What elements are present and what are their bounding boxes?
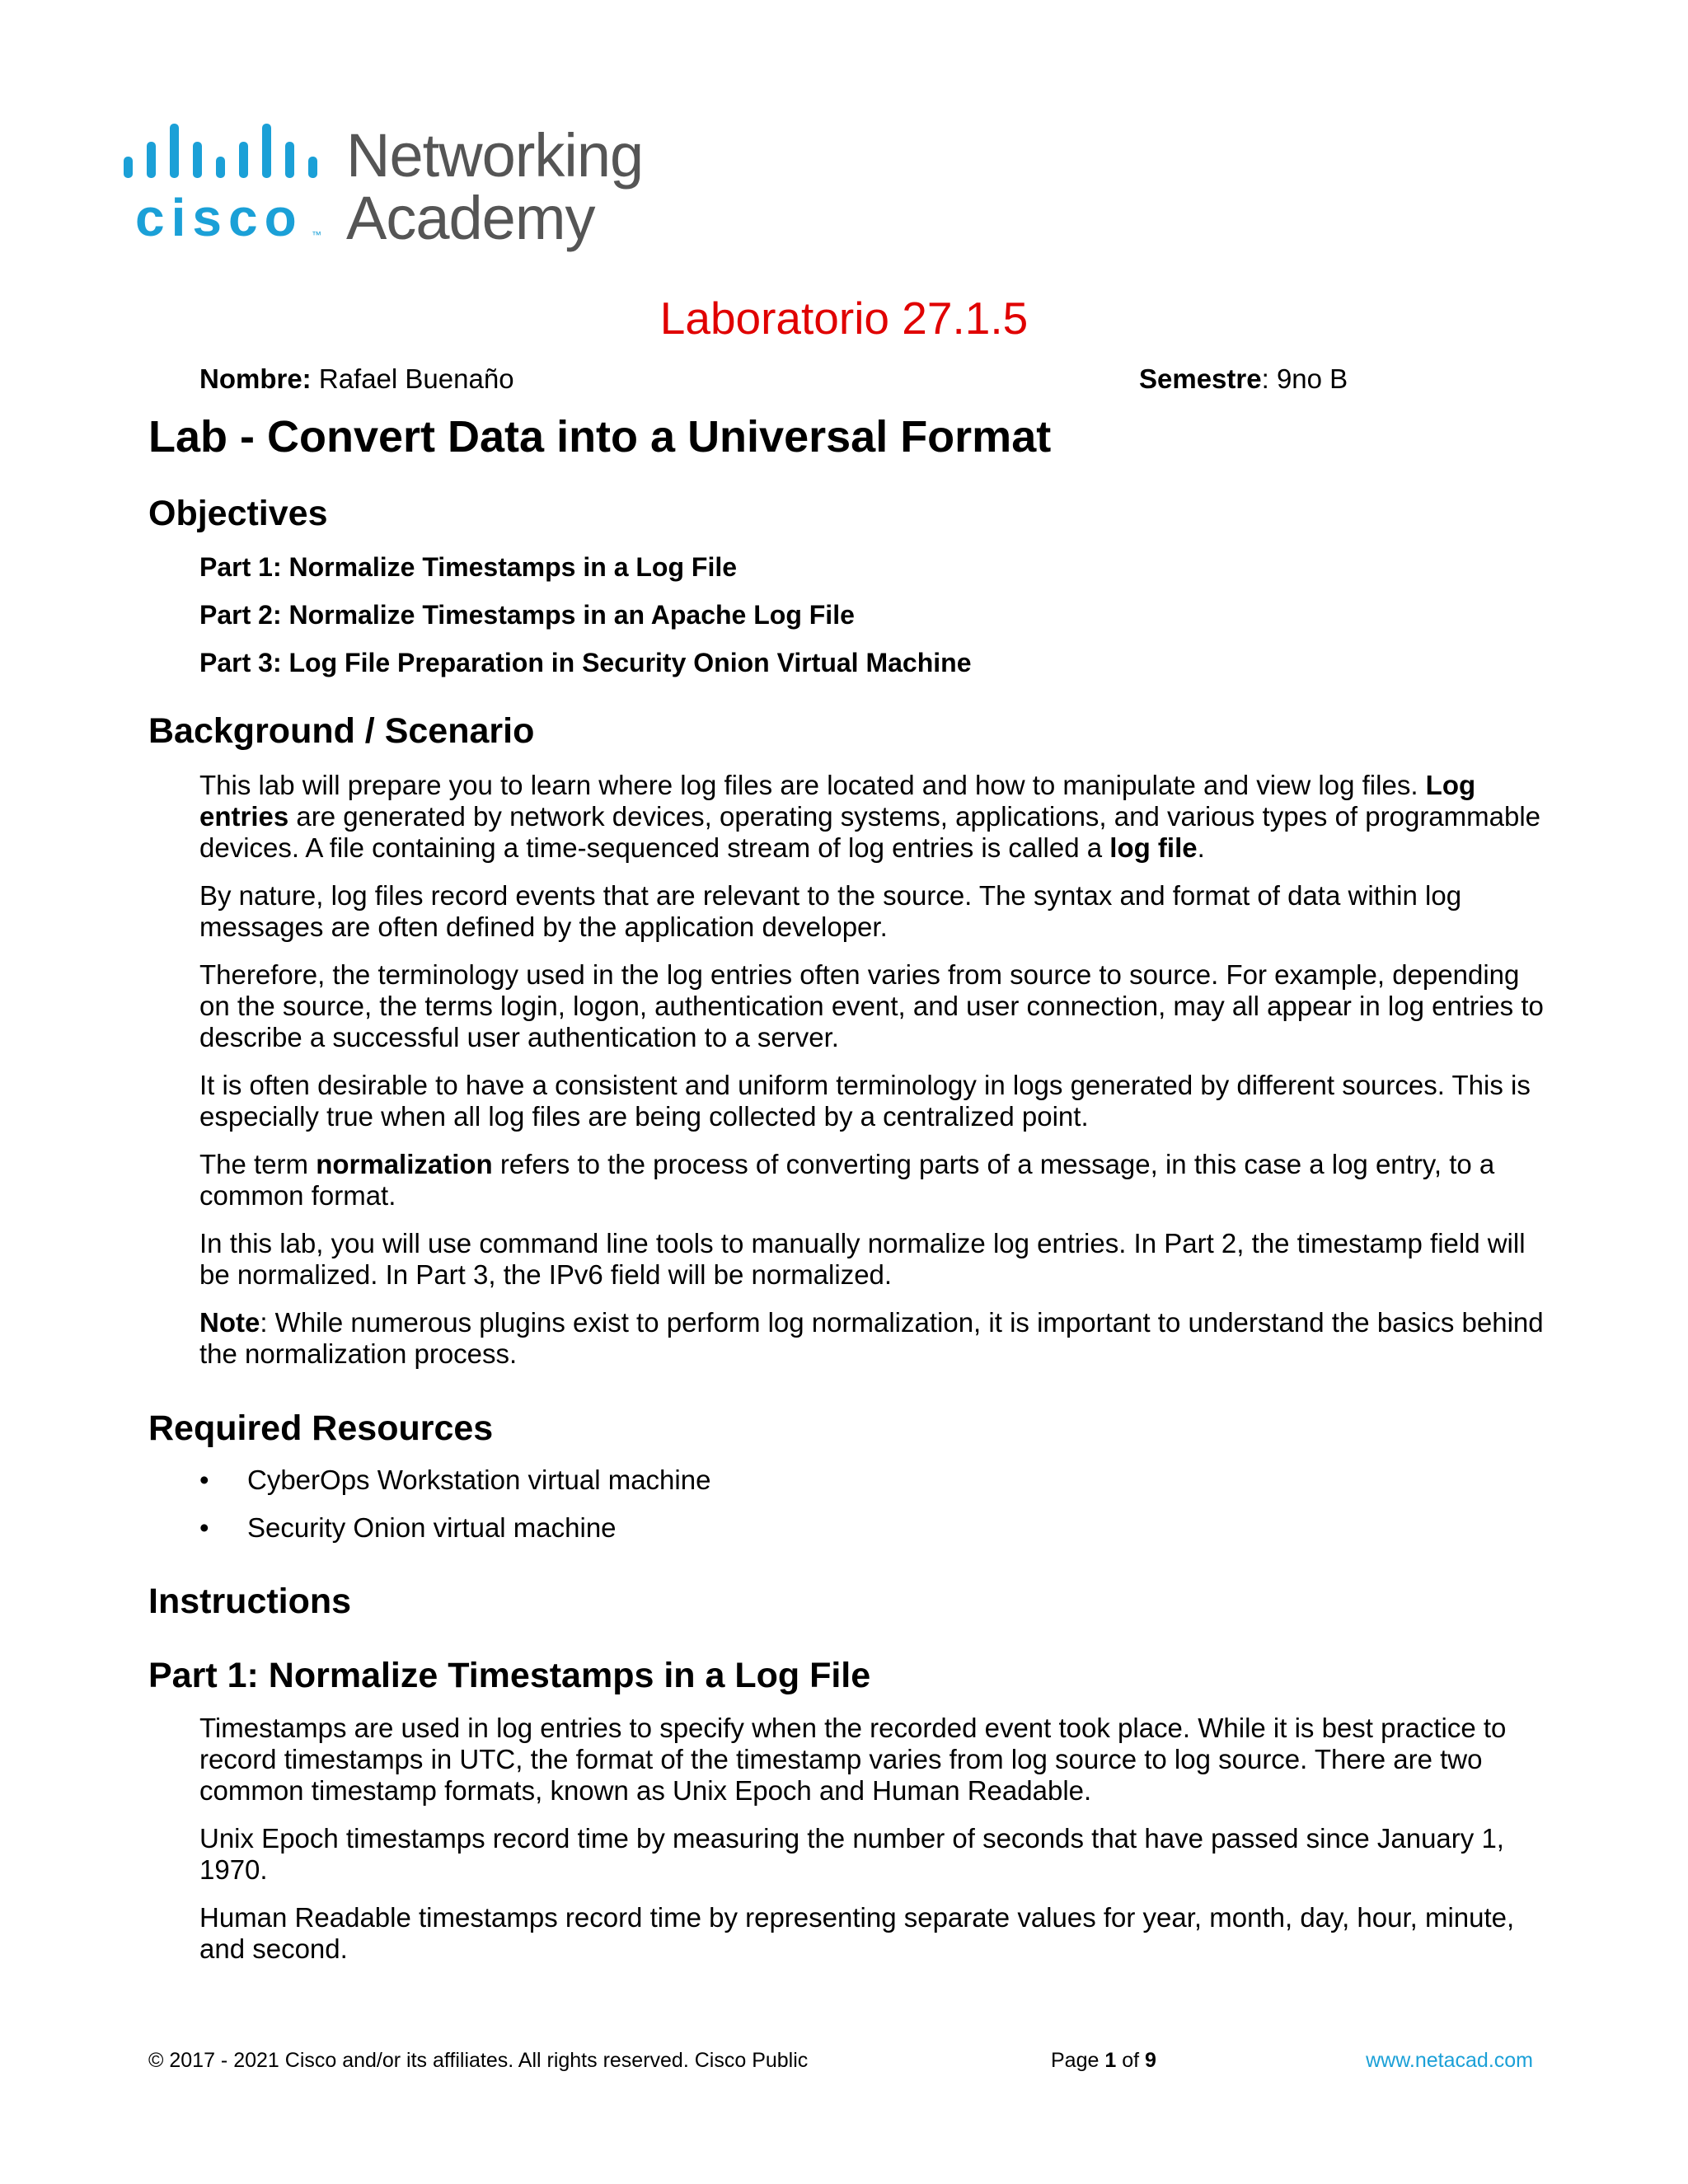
- semester-label: Semestre: [1139, 363, 1262, 394]
- note-paragraph: [199, 1307, 1551, 1370]
- current-page: 1: [1104, 2049, 1117, 2072]
- name-field: [199, 363, 514, 394]
- part1-heading: Part 1: Normalize Timestamps in a Log File: [148, 1656, 871, 1695]
- cisco-networking-academy-logo: [122, 121, 649, 252]
- text-run: refers to the process of converting parts of a message, in this case a log entry, to a common format.: [199, 1149, 1495, 1211]
- part1-paragraph: Human Readable timestamps record time by representing separate values for year, month, day, hour, minute, and second.: [199, 1902, 1515, 1964]
- resource-item: [199, 1464, 710, 1497]
- required-resources-heading: Required Resources: [148, 1408, 494, 1448]
- student-info-row: [199, 363, 1353, 396]
- background-paragraph: In this lab, you will use command line tools to manually normalize log entries. In Part 2, the timestamp field will be normalized. In Part 3, the IPv6 field will be normalized.: [199, 1228, 1526, 1290]
- background-paragraph: Therefore, the terminology used in the log entries often varies from source to source. For example, depending on the source, the terms login, logon, authentication event, and user connection, may all appear in log entries to describe a successful user authentication to a server.: [199, 959, 1544, 1052]
- text-run: Page: [1051, 2049, 1105, 2072]
- text-run: This lab will prepare you to learn where log files are located and how to manipulate and view log files.: [199, 770, 1426, 800]
- text-run: .: [1197, 832, 1205, 863]
- lab-number: Laboratorio 27.1.5: [659, 293, 1029, 344]
- copyright-text: © 2017 - 2021 Cisco and/or its affiliates. All rights reserved. Cisco Public: [148, 2049, 809, 2072]
- objective-item: Part 2: Normalize Timestamps in an Apache Log File: [199, 600, 855, 630]
- page-number: [1051, 2047, 1156, 2074]
- cisco-bars-icon: [122, 124, 328, 183]
- logo-networking-text: Networking: [346, 121, 644, 190]
- text-run: are generated by network devices, operating systems, applications, and various types of programmable devices. A file containing a time-sequenced stream of log entries is called a: [199, 801, 1541, 863]
- bullet-icon: •: [199, 1512, 209, 1543]
- part1-paragraph: Timestamps are used in log entries to specify when the recorded event took place. While it is best practice to record timestamps in UTC, the format of the timestamp varies from log source to log source. There are two common timestamp formats, known as Unix Epoch and Human Readable.: [199, 1713, 1507, 1806]
- objectives-list: [199, 551, 971, 694]
- objectives-heading: Objectives: [148, 494, 328, 533]
- website-link[interactable]: www.netacad.com: [1366, 2049, 1533, 2072]
- background-paragraph: [199, 1149, 1551, 1212]
- cisco-wordmark: cisco: [135, 188, 303, 247]
- total-pages: 9: [1145, 2049, 1156, 2072]
- text-run: of: [1116, 2049, 1145, 2072]
- background-paragraph: [199, 770, 1551, 864]
- trademark-mark: ™: [312, 229, 321, 241]
- background-paragraph: By nature, log files record events that are relevant to the source. The syntax and format of data within log messages are often defined by the application developer.: [199, 880, 1462, 942]
- bold-term: log file: [1109, 832, 1198, 863]
- part1-paragraph: Unix Epoch timestamps record time by measuring the number of seconds that have passed since January 1, 1970.: [199, 1823, 1504, 1885]
- objective-item: Part 3: Log File Preparation in Security Onion Virtual Machine: [199, 648, 972, 677]
- name-label: Nombre:: [199, 363, 312, 394]
- bold-term: Log entries: [199, 770, 1476, 832]
- name-value: Rafael Buenaño: [311, 363, 514, 394]
- bullet-icon: •: [199, 1465, 209, 1495]
- background-paragraph: It is often desirable to have a consistent and uniform terminology in logs generated by different sources. This is especially true when all log files are being collected by a centralized point.: [199, 1070, 1531, 1132]
- bold-term: normalization: [316, 1149, 493, 1179]
- resource-item: [199, 1511, 710, 1544]
- semester-value: : 9no B: [1261, 363, 1348, 394]
- resource-text: Security Onion virtual machine: [247, 1512, 617, 1543]
- document-title: Lab - Convert Data into a Universal Format: [148, 412, 1052, 462]
- background-heading: Background / Scenario: [148, 711, 535, 751]
- note-label: Note: [199, 1307, 260, 1338]
- logo-academy-text: Academy: [346, 184, 595, 252]
- resource-text: CyberOps Workstation virtual machine: [247, 1465, 711, 1495]
- text-run: : While numerous plugins exist to perform log normalization, it is important to understand the basics behind the normalization process.: [199, 1307, 1544, 1369]
- resources-list: [199, 1464, 710, 1559]
- semester-field: [1139, 363, 1348, 396]
- objective-item: Part 1: Normalize Timestamps in a Log File: [199, 552, 738, 582]
- text-run: The term: [199, 1149, 316, 1179]
- instructions-heading: Instructions: [148, 1582, 352, 1621]
